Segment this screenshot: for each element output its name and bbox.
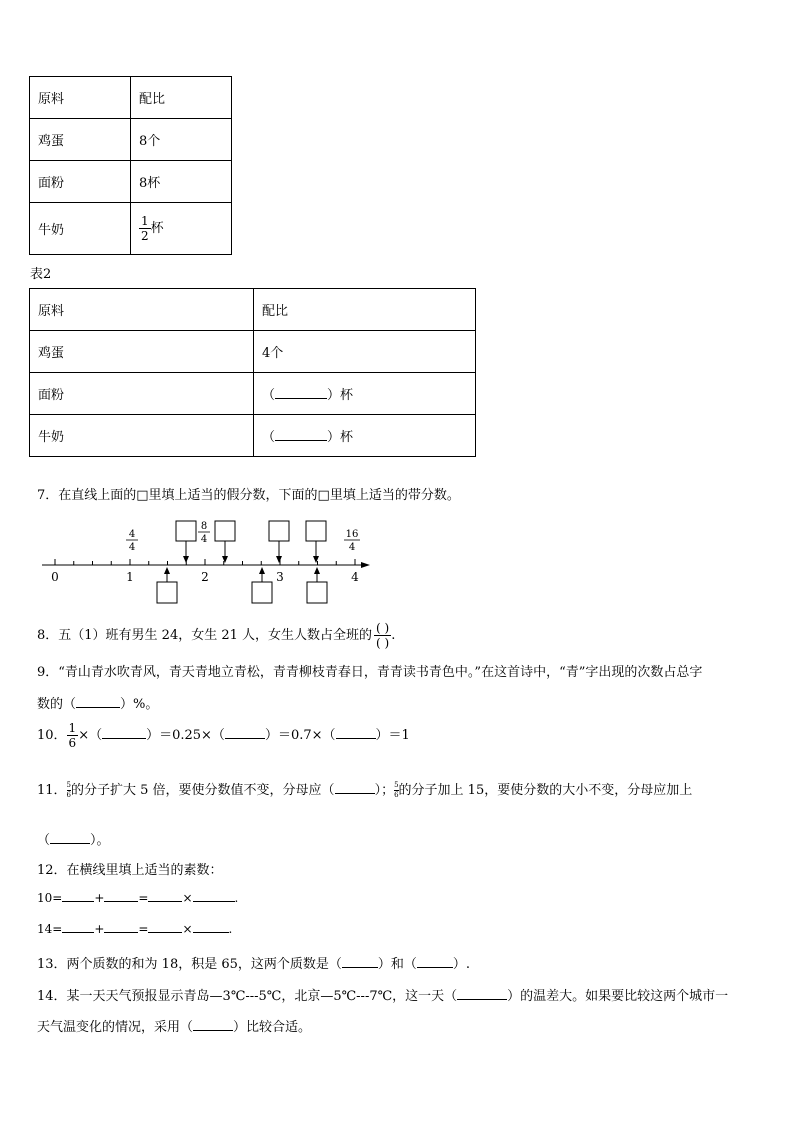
fraction-denominator: 4: [128, 542, 136, 553]
question-7: 7．在直线上面的□里填上适当的假分数，下面的□里填上适当的带分数。: [37, 488, 460, 503]
answer-box-upper[interactable]: [306, 521, 326, 541]
answer-blank[interactable]: [148, 932, 182, 933]
table1-cell-value: 8个: [131, 119, 232, 161]
answer-blank[interactable]: [104, 901, 138, 902]
tick-label: 2: [201, 570, 209, 584]
answer-box-upper[interactable]: [176, 521, 196, 541]
question-8: 8．五（1）班有男生 24，女生 21 人，女生人数占全班的 $\frac{( )}{( )}$ .: [37, 621, 396, 650]
table1-cell-value: 8杯: [131, 161, 232, 203]
table2-cell-name: 面粉: [30, 373, 254, 415]
question-12-row2: 14= + = × .: [37, 922, 233, 936]
tick-label: 4: [351, 570, 359, 584]
table1-header-material: 原料: [30, 77, 131, 119]
answer-blank[interactable]: [342, 967, 378, 968]
answer-blank[interactable]: [193, 932, 229, 933]
answer-blank[interactable]: [148, 901, 182, 902]
question-9-line2: 数的（ ）%。: [37, 697, 159, 712]
fraction: $\frac{5}{6}$: [66, 781, 72, 799]
question-13: 13．两个质数的和为 18，积是 65，这两个质数是（ ）和（ ）.: [37, 957, 471, 972]
fraction-denominator: 4: [200, 534, 208, 545]
answer-blank[interactable]: [225, 738, 265, 739]
fraction: $\frac{1}{2}$: [141, 214, 149, 243]
question-12: 12．在横线里填上适当的素数：: [37, 863, 223, 878]
answer-blank[interactable]: [275, 440, 327, 441]
answer-blank[interactable]: [102, 738, 146, 739]
fraction-numerator: 8: [200, 521, 208, 532]
answer-blank[interactable]: [193, 901, 235, 902]
table2-caption: 表2: [30, 267, 52, 282]
table1-cell-name: 面粉: [30, 161, 131, 203]
table1-header-ratio: 配比: [131, 77, 232, 119]
table2-header-ratio: 配比: [254, 289, 476, 331]
table2-cell-value: 4个: [254, 331, 476, 373]
answer-box-lower[interactable]: [307, 582, 327, 603]
answer-blank[interactable]: [62, 901, 94, 902]
answer-blank[interactable]: [76, 707, 120, 708]
fraction: $\frac{5}{6}$: [394, 781, 399, 799]
fraction-numerator: 4: [128, 529, 136, 540]
answer-box-lower[interactable]: [252, 582, 272, 603]
fraction-denominator: 4: [348, 542, 356, 553]
fraction-blank[interactable]: $\frac{( )}{( )}$: [376, 621, 390, 650]
answer-blank[interactable]: [50, 843, 90, 844]
question-14-line1: 14．某一天天气预报显示青岛—3℃---5℃，北京—5℃---7℃，这一天（ ）的温差大。如果要比较这两个城市一: [37, 989, 729, 1004]
question-10: 10． $\frac{1}{6}$ ×（ ）＝0.25×（ ）＝0.7×（ ）＝1: [37, 721, 410, 750]
fraction: $\frac{1}{6}$: [68, 721, 77, 750]
table2-header-material: 原料: [30, 289, 254, 331]
recipe-table-2: [29, 288, 476, 457]
answer-blank[interactable]: [193, 1030, 233, 1031]
tick-label: 3: [276, 570, 284, 584]
table2-cell-name: 鸡蛋: [30, 331, 254, 373]
question-14-line2: 天气温变化的情况，采用（ ）比较合适。: [37, 1020, 312, 1035]
tick-label: 0: [51, 570, 59, 584]
answer-blank[interactable]: [457, 999, 507, 1000]
question-11-line1: 11． $\frac{5}{6}$ 的分子扩大 5 倍，要使分数值不变，分母应（ ）； $\frac{5}{6}$ 的分子加上 15，要使分数的大小不变，分母应加上: [37, 781, 693, 799]
answer-box-lower[interactable]: [157, 582, 177, 603]
fraction-numerator: 16: [345, 529, 359, 540]
recipe-table-1: [29, 76, 232, 255]
answer-box-upper[interactable]: [215, 521, 235, 541]
answer-blank[interactable]: [104, 932, 138, 933]
number-line: [40, 515, 380, 610]
table2-cell-name: 牛奶: [30, 415, 254, 457]
answer-blank[interactable]: [336, 738, 376, 739]
answer-blank[interactable]: [417, 967, 453, 968]
table2-cell-blank: （ ）杯: [254, 373, 476, 415]
table1-cell-name: 牛奶: [30, 203, 131, 255]
answer-blank[interactable]: [62, 932, 94, 933]
answer-box-upper[interactable]: [269, 521, 289, 541]
question-12-row1: 10= + = × .: [37, 891, 239, 905]
table1-cell-name: 鸡蛋: [30, 119, 131, 161]
answer-blank[interactable]: [275, 398, 327, 399]
question-9-line1: 9．“青山青水吹青风，青天青地立青松，青青柳枝青春日，青青读书青色中。”在这首诗中，“青”字出现的次数占总字: [37, 665, 703, 680]
answer-blank[interactable]: [335, 793, 375, 794]
tick-label: 1: [126, 570, 134, 584]
table2-cell-blank: （ ）杯: [254, 415, 476, 457]
table1-cell-value: $\frac{1}{2}$ 杯: [131, 203, 232, 255]
question-11-line2: （ ）。: [37, 833, 110, 848]
